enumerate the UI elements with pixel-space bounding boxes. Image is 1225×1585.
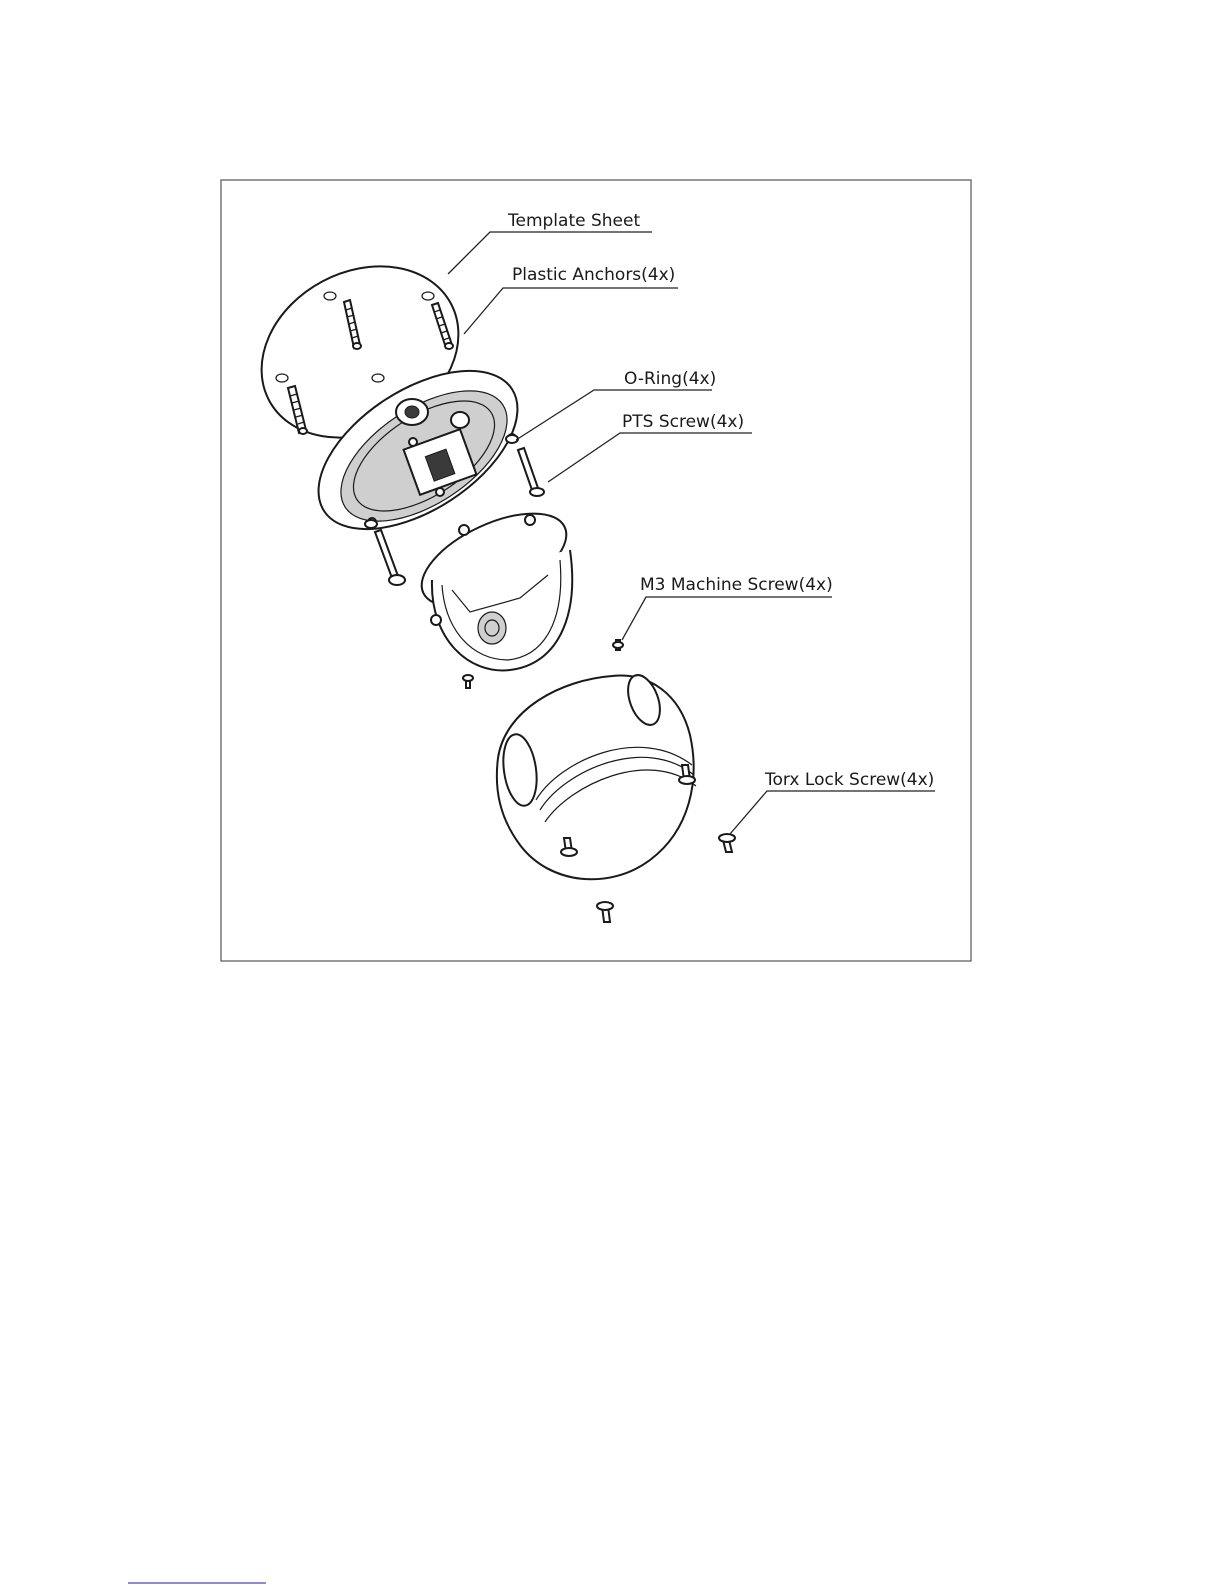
m3-machine-screw — [613, 640, 623, 650]
label-m3-machine-screw: M3 Machine Screw(4x) — [640, 575, 833, 595]
label-o-ring: O-Ring(4x) — [624, 369, 717, 389]
label-pts-screw: PTS Screw(4x) — [622, 412, 745, 432]
torx-lock-screw — [719, 834, 735, 852]
label-torx-lock-screw: Torx Lock Screw(4x) — [765, 770, 935, 790]
pts-screw — [518, 448, 544, 496]
m3-machine-screw — [463, 675, 473, 688]
dome-cover — [497, 671, 696, 880]
torx-lock-screw — [597, 902, 613, 922]
label-plastic-anchors: Plastic Anchors(4x) — [512, 265, 676, 285]
pts-screw — [375, 530, 405, 585]
camera-module — [408, 494, 580, 670]
label-template-sheet: Template Sheet — [508, 211, 641, 231]
